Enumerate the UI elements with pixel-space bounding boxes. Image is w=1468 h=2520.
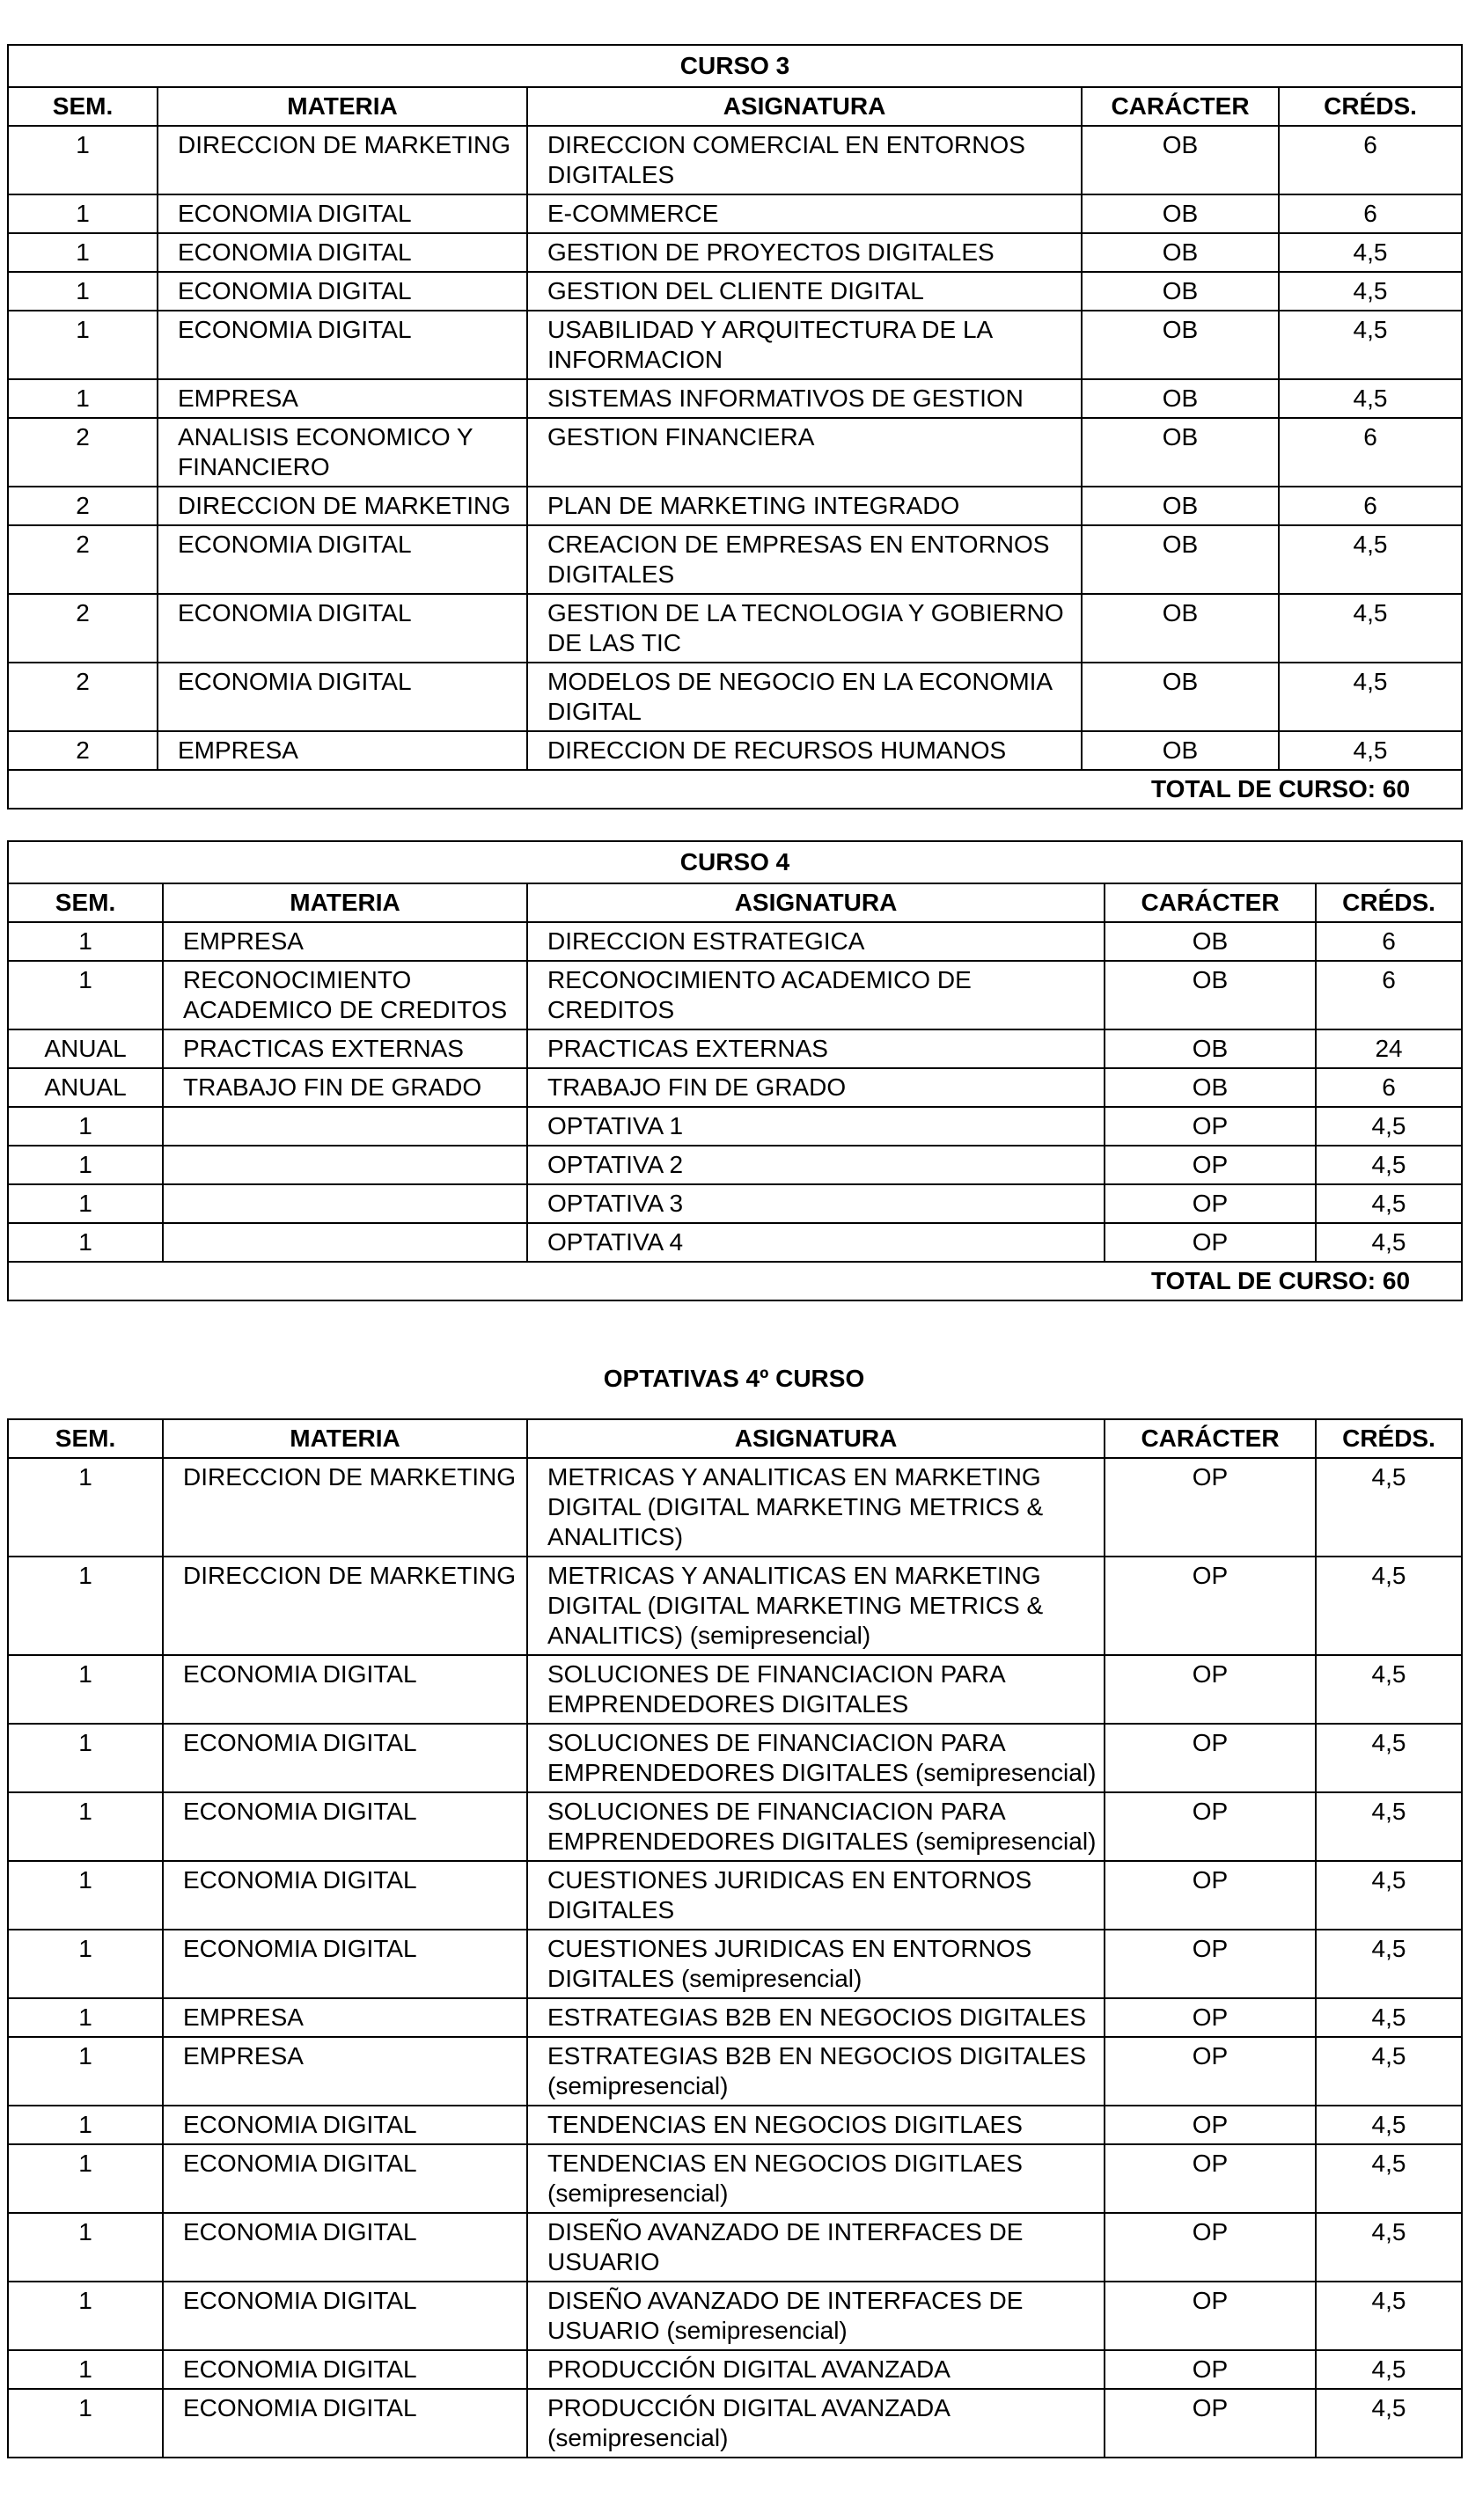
cell-sem: 1 <box>8 1655 163 1724</box>
table-row <box>8 1068 1462 1107</box>
table-row <box>8 594 1462 663</box>
table-row <box>8 663 1462 731</box>
cell-sem: 2 <box>8 418 158 487</box>
cell-asignatura: E-COMMERCE <box>527 194 1082 233</box>
cell-asignatura: PRODUCCIÓN DIGITAL AVANZADA (semipresencial) <box>527 2389 1105 2458</box>
col-header-materia: MATERIA <box>163 883 527 922</box>
curso-4-table <box>7 840 1463 1301</box>
cell-caracter: OP <box>1105 1998 1316 2037</box>
curso-3-table <box>7 44 1463 809</box>
cell-asignatura: CREACION DE EMPRESAS EN ENTORNOS DIGITALES <box>527 525 1082 594</box>
cell-asignatura: DISEÑO AVANZADO DE INTERFACES DE USUARIO (semipresencial) <box>527 2282 1105 2350</box>
cell-creds: 6 <box>1279 126 1462 194</box>
course-total: TOTAL DE CURSO: 60 <box>8 770 1462 809</box>
cell-materia: ECONOMIA DIGITAL <box>158 663 527 731</box>
cell-caracter: OP <box>1105 1458 1316 1557</box>
cell-caracter: OB <box>1082 194 1279 233</box>
cell-materia: ECONOMIA DIGITAL <box>163 2389 527 2458</box>
cell-materia: ECONOMIA DIGITAL <box>158 272 527 311</box>
table-row <box>8 525 1462 594</box>
cell-materia: RECONOCIMIENTO ACADEMICO DE CREDITOS <box>163 961 527 1029</box>
optativas-title: OPTATIVAS 4º CURSO <box>603 1365 865 1392</box>
cell-caracter: OB <box>1105 1068 1316 1107</box>
cell-creds: 4,5 <box>1279 594 1462 663</box>
cell-sem: 1 <box>8 2282 163 2350</box>
cell-sem: 1 <box>8 379 158 418</box>
col-header-materia: MATERIA <box>158 87 527 126</box>
cell-sem: 1 <box>8 2389 163 2458</box>
cell-materia: ECONOMIA DIGITAL <box>163 2144 527 2213</box>
cell-sem: 1 <box>8 1557 163 1655</box>
table-row <box>8 1930 1462 1998</box>
header-row <box>8 87 1462 126</box>
table-row <box>8 1223 1462 1262</box>
cell-materia: TRABAJO FIN DE GRADO <box>163 1068 527 1107</box>
table-row <box>8 1998 1462 2037</box>
table-row <box>8 961 1462 1029</box>
cell-creds: 4,5 <box>1316 1184 1462 1223</box>
cell-caracter: OB <box>1105 922 1316 961</box>
cell-sem: 1 <box>8 1458 163 1557</box>
cell-sem: 1 <box>8 1146 163 1184</box>
table-body <box>8 922 1462 1262</box>
table-row <box>8 126 1462 194</box>
cell-creds: 4,5 <box>1316 1557 1462 1655</box>
cell-asignatura: USABILIDAD Y ARQUITECTURA DE LA INFORMACION <box>527 311 1082 379</box>
table-row <box>8 1724 1462 1792</box>
table-row <box>8 194 1462 233</box>
cell-materia: ECONOMIA DIGITAL <box>163 2213 527 2282</box>
cell-caracter: OP <box>1105 2106 1316 2144</box>
cell-materia <box>163 1146 527 1184</box>
cell-caracter: OP <box>1105 1557 1316 1655</box>
cell-sem: 2 <box>8 663 158 731</box>
col-header-asignatura: ASIGNATURA <box>527 883 1105 922</box>
col-header-sem: SEM. <box>8 87 158 126</box>
header-row <box>8 883 1462 922</box>
cell-caracter: OP <box>1105 2389 1316 2458</box>
cell-creds: 4,5 <box>1316 2350 1462 2389</box>
cell-sem: 2 <box>8 525 158 594</box>
cell-creds: 6 <box>1279 487 1462 525</box>
cell-materia: ECONOMIA DIGITAL <box>163 1861 527 1930</box>
cell-asignatura: PRACTICAS EXTERNAS <box>527 1029 1105 1068</box>
cell-materia: EMPRESA <box>163 2037 527 2106</box>
cell-asignatura: GESTION DE LA TECNOLOGIA Y GOBIERNO DE LAS TIC <box>527 594 1082 663</box>
cell-sem: 1 <box>8 311 158 379</box>
table-row <box>8 1029 1462 1068</box>
cell-caracter: OB <box>1082 525 1279 594</box>
cell-materia: ECONOMIA DIGITAL <box>163 1930 527 1998</box>
table-title: CURSO 4 <box>8 841 1462 883</box>
cell-materia: DIRECCION DE MARKETING <box>158 487 527 525</box>
cell-sem: 1 <box>8 1223 163 1262</box>
cell-sem: 2 <box>8 594 158 663</box>
cell-materia: EMPRESA <box>158 379 527 418</box>
cell-caracter: OP <box>1105 1223 1316 1262</box>
cell-caracter: OP <box>1105 2350 1316 2389</box>
cell-asignatura: DISEÑO AVANZADO DE INTERFACES DE USUARIO <box>527 2213 1105 2282</box>
cell-materia: ECONOMIA DIGITAL <box>158 311 527 379</box>
cell-asignatura: SOLUCIONES DE FINANCIACION PARA EMPRENDEDORES DIGITALES (semipresencial) <box>527 1724 1105 1792</box>
cell-asignatura: OPTATIVA 1 <box>527 1107 1105 1146</box>
table-row <box>8 2282 1462 2350</box>
table-row <box>8 2350 1462 2389</box>
cell-caracter: OB <box>1082 311 1279 379</box>
cell-materia: ECONOMIA DIGITAL <box>163 1724 527 1792</box>
cell-creds: 4,5 <box>1316 1223 1462 1262</box>
table-row <box>8 1107 1462 1146</box>
cell-materia: DIRECCION DE MARKETING <box>163 1458 527 1557</box>
cell-sem: 1 <box>8 126 158 194</box>
cell-caracter: OB <box>1082 126 1279 194</box>
cell-sem: 1 <box>8 1107 163 1146</box>
table-body <box>8 1458 1462 2458</box>
table-row <box>8 1458 1462 1557</box>
cell-creds: 4,5 <box>1316 1724 1462 1792</box>
cell-asignatura: TENDENCIAS EN NEGOCIOS DIGITLAES <box>527 2106 1105 2144</box>
course-total: TOTAL DE CURSO: 60 <box>8 1262 1462 1300</box>
cell-creds: 4,5 <box>1316 1792 1462 1861</box>
cell-caracter: OB <box>1082 487 1279 525</box>
cell-asignatura: GESTION DEL CLIENTE DIGITAL <box>527 272 1082 311</box>
cell-creds: 4,5 <box>1316 2106 1462 2144</box>
col-header-sem: SEM. <box>8 883 163 922</box>
cell-caracter: OP <box>1105 1724 1316 1792</box>
cell-creds: 4,5 <box>1316 1655 1462 1724</box>
table-row <box>8 922 1462 961</box>
cell-asignatura: CUESTIONES JURIDICAS EN ENTORNOS DIGITALES (semipresencial) <box>527 1930 1105 1998</box>
cell-materia: PRACTICAS EXTERNAS <box>163 1029 527 1068</box>
cell-asignatura: ESTRATEGIAS B2B EN NEGOCIOS DIGITALES <box>527 1998 1105 2037</box>
cell-caracter: OP <box>1105 1792 1316 1861</box>
cell-creds: 6 <box>1279 194 1462 233</box>
cell-asignatura: OPTATIVA 2 <box>527 1146 1105 1184</box>
cell-creds: 4,5 <box>1279 272 1462 311</box>
cell-caracter: OB <box>1082 233 1279 272</box>
cell-sem: 1 <box>8 1861 163 1930</box>
cell-creds: 4,5 <box>1316 1930 1462 1998</box>
cell-creds: 4,5 <box>1316 2037 1462 2106</box>
cell-asignatura: DIRECCION DE RECURSOS HUMANOS <box>527 731 1082 770</box>
cell-asignatura: OPTATIVA 4 <box>527 1223 1105 1262</box>
cell-creds: 4,5 <box>1279 525 1462 594</box>
cell-caracter: OP <box>1105 1861 1316 1930</box>
table-row <box>8 311 1462 379</box>
cell-creds: 4,5 <box>1279 731 1462 770</box>
cell-asignatura: MODELOS DE NEGOCIO EN LA ECONOMIA DIGITAL <box>527 663 1082 731</box>
table-row <box>8 379 1462 418</box>
cell-sem: 1 <box>8 2213 163 2282</box>
cell-asignatura: PRODUCCIÓN DIGITAL AVANZADA <box>527 2350 1105 2389</box>
cell-caracter: OB <box>1082 418 1279 487</box>
col-header-creds: CRÉDS. <box>1279 87 1462 126</box>
col-header-asignatura: ASIGNATURA <box>527 87 1082 126</box>
table-row <box>8 233 1462 272</box>
cell-materia <box>163 1223 527 1262</box>
cell-creds: 24 <box>1316 1029 1462 1068</box>
cell-asignatura: RECONOCIMIENTO ACADEMICO DE CREDITOS <box>527 961 1105 1029</box>
table-row <box>8 731 1462 770</box>
cell-asignatura: TENDENCIAS EN NEGOCIOS DIGITLAES (semipresencial) <box>527 2144 1105 2213</box>
header-row <box>8 1419 1462 1458</box>
cell-creds: 4,5 <box>1316 2213 1462 2282</box>
cell-caracter: OP <box>1105 1930 1316 1998</box>
cell-sem: 1 <box>8 194 158 233</box>
cell-asignatura: GESTION DE PROYECTOS DIGITALES <box>527 233 1082 272</box>
cell-asignatura: PLAN DE MARKETING INTEGRADO <box>527 487 1082 525</box>
cell-materia: ECONOMIA DIGITAL <box>163 2282 527 2350</box>
cell-creds: 4,5 <box>1316 1146 1462 1184</box>
cell-materia <box>163 1184 527 1223</box>
cell-creds: 6 <box>1279 418 1462 487</box>
cell-sem: 1 <box>8 1930 163 1998</box>
table-row <box>8 1655 1462 1724</box>
table-row <box>8 2144 1462 2213</box>
cell-sem: 1 <box>8 961 163 1029</box>
cell-materia: EMPRESA <box>163 1998 527 2037</box>
cell-caracter: OB <box>1105 1029 1316 1068</box>
cell-caracter: OP <box>1105 1184 1316 1223</box>
cell-creds: 6 <box>1316 922 1462 961</box>
cell-materia: DIRECCION DE MARKETING <box>163 1557 527 1655</box>
cell-creds: 4,5 <box>1316 1861 1462 1930</box>
cell-materia: ANALISIS ECONOMICO Y FINANCIERO <box>158 418 527 487</box>
cell-materia: EMPRESA <box>163 922 527 961</box>
cell-materia: EMPRESA <box>158 731 527 770</box>
table-row <box>8 2037 1462 2106</box>
cell-asignatura: GESTION FINANCIERA <box>527 418 1082 487</box>
cell-materia: DIRECCION DE MARKETING <box>158 126 527 194</box>
cell-caracter: OB <box>1082 379 1279 418</box>
table-row <box>8 2106 1462 2144</box>
cell-sem: 1 <box>8 233 158 272</box>
cell-sem: 1 <box>8 1792 163 1861</box>
cell-asignatura: SOLUCIONES DE FINANCIACION PARA EMPRENDEDORES DIGITALES <box>527 1655 1105 1724</box>
cell-asignatura: METRICAS Y ANALITICAS EN MARKETING DIGITAL (DIGITAL MARKETING METRICS & ANALITICS) <box>527 1458 1105 1557</box>
cell-asignatura: DIRECCION ESTRATEGICA <box>527 922 1105 961</box>
cell-materia <box>163 1107 527 1146</box>
table-row <box>8 1557 1462 1655</box>
cell-caracter: OB <box>1082 663 1279 731</box>
cell-sem: 1 <box>8 1184 163 1223</box>
col-header-materia: MATERIA <box>163 1419 527 1458</box>
cell-caracter: OP <box>1105 2037 1316 2106</box>
cell-asignatura: DIRECCION COMERCIAL EN ENTORNOS DIGITALES <box>527 126 1082 194</box>
table-row <box>8 272 1462 311</box>
optativas-table <box>7 1418 1463 2458</box>
col-header-caracter: CARÁCTER <box>1105 883 1316 922</box>
cell-asignatura: SISTEMAS INFORMATIVOS DE GESTION <box>527 379 1082 418</box>
cell-caracter: OB <box>1082 731 1279 770</box>
table-row <box>8 418 1462 487</box>
cell-sem: 2 <box>8 731 158 770</box>
cell-creds: 4,5 <box>1279 379 1462 418</box>
cell-creds: 4,5 <box>1279 663 1462 731</box>
cell-sem: 1 <box>8 2350 163 2389</box>
cell-creds: 4,5 <box>1316 2144 1462 2213</box>
cell-creds: 4,5 <box>1279 233 1462 272</box>
col-header-caracter: CARÁCTER <box>1105 1419 1316 1458</box>
table-row <box>8 2213 1462 2282</box>
table-row <box>8 487 1462 525</box>
cell-creds: 4,5 <box>1316 1107 1462 1146</box>
cell-caracter: OP <box>1105 1107 1316 1146</box>
col-header-creds: CRÉDS. <box>1316 883 1462 922</box>
table-title: CURSO 3 <box>8 45 1462 87</box>
table-row <box>8 1184 1462 1223</box>
cell-creds: 4,5 <box>1316 1458 1462 1557</box>
cell-materia: ECONOMIA DIGITAL <box>163 1655 527 1724</box>
cell-materia: ECONOMIA DIGITAL <box>158 233 527 272</box>
cell-materia: ECONOMIA DIGITAL <box>163 2350 527 2389</box>
cell-caracter: OP <box>1105 2282 1316 2350</box>
cell-creds: 4,5 <box>1279 311 1462 379</box>
cell-sem: 1 <box>8 1998 163 2037</box>
cell-creds: 6 <box>1316 1068 1462 1107</box>
cell-sem: 1 <box>8 922 163 961</box>
cell-asignatura: ESTRATEGIAS B2B EN NEGOCIOS DIGITALES (semipresencial) <box>527 2037 1105 2106</box>
table-body <box>8 126 1462 770</box>
col-header-sem: SEM. <box>8 1419 163 1458</box>
cell-sem: 1 <box>8 272 158 311</box>
col-header-caracter: CARÁCTER <box>1082 87 1279 126</box>
cell-caracter: OP <box>1105 1655 1316 1724</box>
table-row <box>8 1146 1462 1184</box>
cell-sem: 1 <box>8 1724 163 1792</box>
cell-creds: 4,5 <box>1316 2389 1462 2458</box>
cell-asignatura: METRICAS Y ANALITICAS EN MARKETING DIGITAL (DIGITAL MARKETING METRICS & ANALITICS) (semipresencial) <box>527 1557 1105 1655</box>
cell-caracter: OB <box>1082 594 1279 663</box>
cell-caracter: OB <box>1082 272 1279 311</box>
cell-creds: 4,5 <box>1316 2282 1462 2350</box>
cell-asignatura: OPTATIVA 3 <box>527 1184 1105 1223</box>
col-header-creds: CRÉDS. <box>1316 1419 1462 1458</box>
col-header-asignatura: ASIGNATURA <box>527 1419 1105 1458</box>
cell-creds: 6 <box>1316 961 1462 1029</box>
cell-materia: ECONOMIA DIGITAL <box>158 194 527 233</box>
cell-sem: 1 <box>8 2106 163 2144</box>
table-row <box>8 2389 1462 2458</box>
cell-caracter: OB <box>1105 961 1316 1029</box>
cell-sem: ANUAL <box>8 1029 163 1068</box>
table-row <box>8 1792 1462 1861</box>
cell-materia: ECONOMIA DIGITAL <box>158 594 527 663</box>
cell-sem: 2 <box>8 487 158 525</box>
cell-caracter: OP <box>1105 1146 1316 1184</box>
cell-materia: ECONOMIA DIGITAL <box>163 1792 527 1861</box>
cell-sem: 1 <box>8 2144 163 2213</box>
cell-sem: ANUAL <box>8 1068 163 1107</box>
cell-sem: 1 <box>8 2037 163 2106</box>
cell-caracter: OP <box>1105 2144 1316 2213</box>
cell-materia: ECONOMIA DIGITAL <box>163 2106 527 2144</box>
cell-asignatura: TRABAJO FIN DE GRADO <box>527 1068 1105 1107</box>
table-row <box>8 1861 1462 1930</box>
cell-caracter: OP <box>1105 2213 1316 2282</box>
cell-asignatura: CUESTIONES JURIDICAS EN ENTORNOS DIGITALES <box>527 1861 1105 1930</box>
cell-asignatura: SOLUCIONES DE FINANCIACION PARA EMPRENDEDORES DIGITALES (semipresencial) <box>527 1792 1105 1861</box>
cell-creds: 4,5 <box>1316 1998 1462 2037</box>
cell-materia: ECONOMIA DIGITAL <box>158 525 527 594</box>
